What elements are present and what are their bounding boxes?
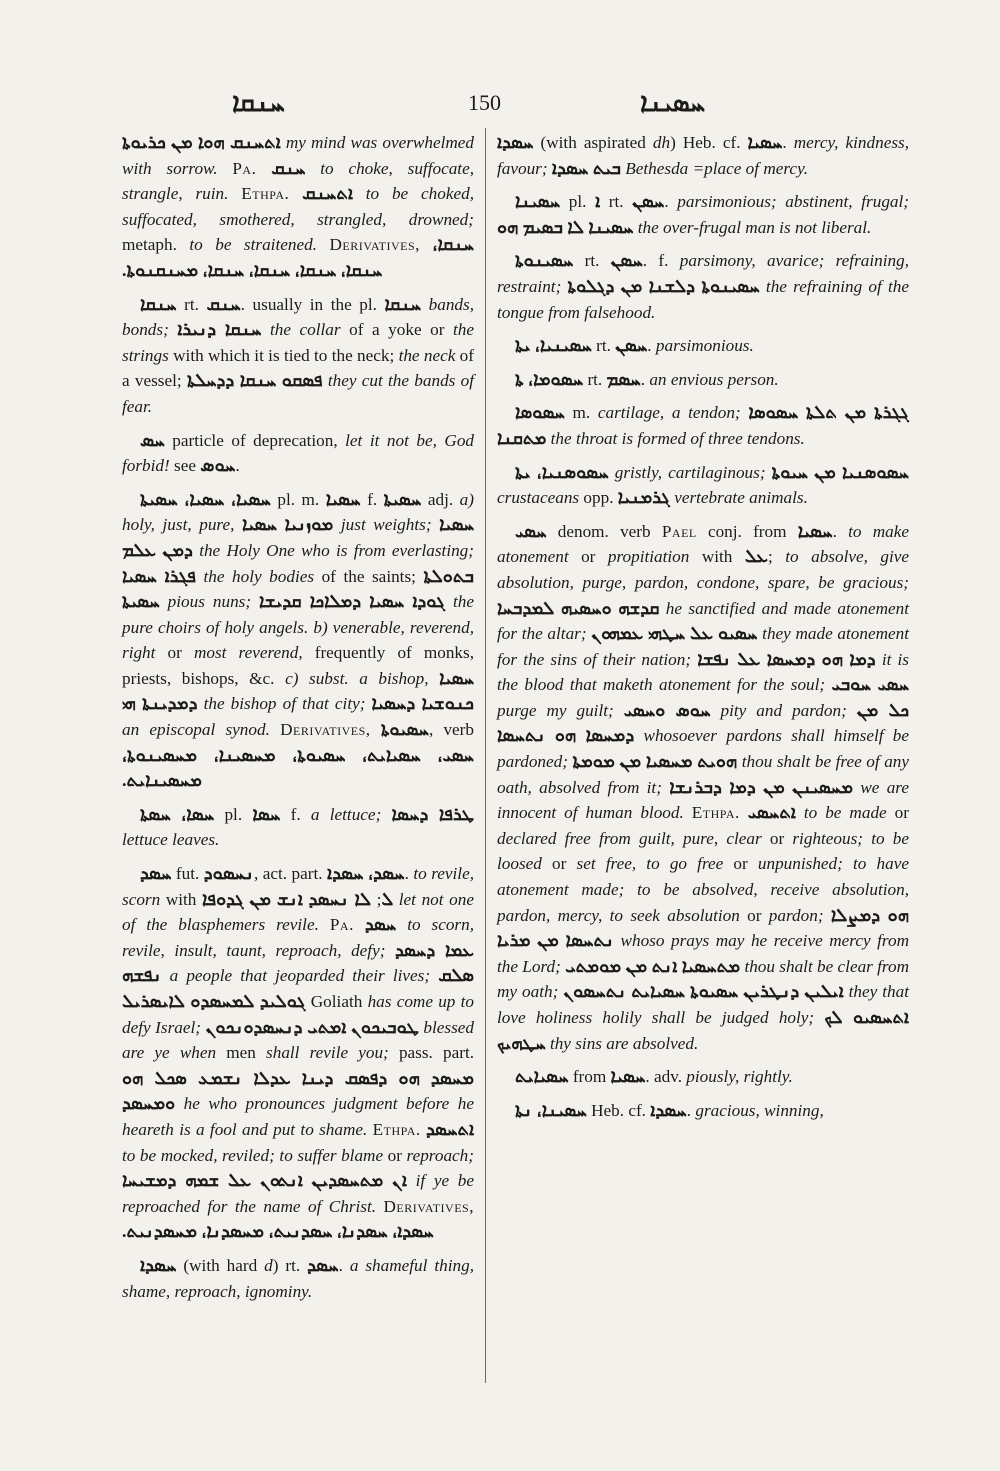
entry-text: , verb [428,720,474,740]
gloss-italic: just weights; [333,515,440,535]
syriac-word: ܚܣܝܐ [797,520,833,541]
entry-text: ) rt. [272,1255,308,1275]
dictionary-entry [497,1064,909,1090]
entry-text: men [216,1043,267,1063]
gloss-italic: blessed are ye when [122,1017,475,1063]
syriac-word: ܢܚܣܘܕ [203,863,254,884]
gloss-italic: parsimonious; abstinent, frugal; [677,192,910,212]
syriac-word: ܚܣܕ [364,914,397,935]
entry-text [740,803,748,822]
gloss-italic: thou shalt be free of any oath, absolved from it; [497,752,910,797]
syriac-word: ܚܣܕ [307,1254,339,1275]
entry-text: Goliath [305,992,368,1011]
entry-text: . [640,369,650,389]
dictionary-entry [122,487,474,794]
entry-text: of the saints; [314,566,424,586]
syriac-word: ܡܘܙܢܝܐ ܚܣܝܐ [242,514,334,535]
entry-text: with which it is tied to the neck; [168,345,399,365]
gloss-italic: the refraining of the tongue from falsehood. [497,276,909,322]
syriac-word: ܡܚܣܝܢܢ ܡܢ ܕܡܐ ܕܒܪܢܫܐ [669,776,854,797]
entry-text: ) Heb. cf. [670,133,748,152]
entry-text: fut. [171,864,204,884]
syriac-word: ܚܣܐ، ܚܣܬܐ [140,803,215,824]
gloss-italic: whosoever pardons shall himself be pardoned; [497,726,909,772]
entry-text [420,235,432,254]
entry-text: particle of deprecation, [164,430,346,450]
gloss-italic: the collar [261,320,341,340]
entry-text [289,184,302,203]
entry-text [354,915,365,934]
syriac-word: ܐܬܚܣܝ [747,802,796,823]
gloss-italic: declared free from guilt, pure, clear [497,828,762,848]
entry-text: (with hard [176,1255,265,1275]
gloss-italic: if ye be reproached for the name of Christ. [122,1171,474,1216]
syriac-word: ܩܕܫܗ ܘܚܣܝܗ ܠܡܕܒܚܐ [497,597,660,618]
dictionary-entry [497,519,909,1056]
gloss-italic: to be mocked, reviled; to suffer blame [122,1145,384,1165]
entry-text: pl. m. [270,489,326,509]
entry-text [256,159,271,178]
dictionary-entry [497,333,909,359]
syriac-word: ܓܘܕܐ ܚܣܝܐ ܕܡܠܐܟܐ ܩܕܝܫܐ [259,591,446,612]
page-number: 150 [468,90,501,115]
gloss-italic: cartilage, a tendon; [597,403,749,423]
entry-text: rt. [600,192,633,212]
gloss-italic: let not one of the blasphemers revile. [122,889,474,935]
gloss-italic: mercy, kindness, favour; [497,133,909,178]
syriac-word: ܛܘܒܝܟܘܢ ܐܡܬܝ ܕܢܚܣܕܘܢܟܘܢ [205,1016,419,1037]
syriac-word: ܡܚܣܕ [430,1067,474,1088]
entry-text: with [689,547,745,567]
syriac-word: ܚܣܢ [610,250,643,271]
gloss-italic: to choke, suffocate, strangle, ruin. [122,158,474,204]
gloss-italic: a people that jeoparded their lives; [161,966,439,986]
entry-text: ; [768,547,786,567]
entry-text: . [235,456,240,476]
grammar-label: Ethpa. [241,184,290,204]
gloss-italic: thou shalt be clear from my oath; [497,956,909,1002]
gloss-italic: to scorn, revile, insult, taunt, reproach, defy; [122,915,475,960]
column-divider [485,128,486,1383]
syriac-word: ܚܣܕ، ܚܣܕܐ [327,863,405,884]
entry-text: . usually in the pl. [240,294,385,314]
syriac-word: ܓܪܡܢܝܐ [617,487,670,508]
grammar-label: Pa. [329,915,354,935]
gloss-italic: to absolve, give absolution, purge, pardon, condone, spare, be gracious; [497,547,910,592]
syriac-word: ܚܣܝܐ، ܚܣܝܐ، ܚܣܝܬܐ [140,488,271,509]
gloss-italic: to be made [795,803,887,823]
syriac-word: ܚܢܩܐ [140,293,177,314]
gloss-italic: most reverend, [193,643,303,663]
syriac-word: ܚܣܝܘ ܥܠ ܚܛܗܝ ܥܡܗܘܢ [591,623,758,644]
grammar-label: Derivatives, [280,720,371,740]
gloss-italic: an episcopal synod. [122,720,281,740]
syriac-word: ܚܣܝ ܚܘܒܝ [831,674,910,695]
syriac-word: ܒܝܬ ܚܣܕܐ [551,157,621,178]
gloss-italic: they made atonement for the sins of their nation; [497,624,909,669]
gloss-italic: propitiation [607,547,690,567]
syriac-word: ܓܓܪܬܐ ܡܢ ܬܠܬܐ ܚܣܘܣܐ ܡܬܩܢܐ [497,402,909,448]
gloss-italic: gristly, cartilaginous; [608,462,772,482]
gloss-italic: crustaceans [497,488,580,508]
gloss-italic: to be choked, suffocated, smothered, strangled, drowned; [122,184,475,229]
entry-text: pl. [214,804,253,824]
gloss-italic: gracious, winning, [695,1100,824,1120]
syriac-word: ܚܣ [140,429,165,450]
syriac-word: ܚܢܩ [206,293,241,314]
entry-text: conj. from [696,521,798,541]
gloss-italic: the pure choirs of holy angels. b) venerable, reverend, right [122,592,474,663]
gloss-italic: let it not be, God forbid! [122,430,475,476]
gloss-italic: a lettuce; [310,804,392,824]
gloss-italic: unpunished; to have atonement made; to be absolved, receive absolution, pardon, mercy, to seek absolution [497,854,909,925]
gloss-italic: dh [652,133,671,152]
syriac-word: ܦܓܪܐ ܚܣܝܐ [122,565,196,586]
grammar-label: Ethpa. [372,1119,421,1139]
gloss-italic: to be straitened. [189,235,330,255]
syriac-word: ܚܢܩܐ ܕܢܝܪܐ [177,319,262,340]
syriac-word: ܒܬܘܠܬܐ ܚܣܝܬܐ [122,565,474,612]
gloss-italic: to make atonement [497,521,909,567]
entry-text: rt. [591,336,616,356]
grammar-label: Derivatives, [329,235,420,255]
syriac-word: ܚܣܝܐܝܬ [515,1066,569,1087]
syriac-word: ܚܣܝܢܐ [515,191,561,212]
syriac-word: ܚܘܣ ܘܚܣܝ [623,699,711,720]
grammar-label: Pa. [232,158,257,178]
syriac-word: ܛܪܦܐ ܕܚܣܐ [391,803,474,824]
syriac-word: ܚܣܝܢܘܬܐ ܕܠܫܢܐ ܡܢ ܕܓܠܘܬܐ [567,275,760,296]
syriac-word: ܚܣܕܐ [140,1254,177,1275]
entry-text: pass. part. [388,1043,475,1063]
gloss-italic: the holy bodies [195,566,315,586]
syriac-word: ܚܣܕ [140,863,172,884]
syriac-word: ܚܣܐ [252,803,281,824]
syriac-word: ܚܣܘܣܢܝܐ ܡܢ ܚܝܘܬܐ [771,461,909,482]
syriac-word: ܕܡܐ ܗܘ ܕܡܚܣܐ ܥܠ ܢܦܫܐ [697,648,876,669]
syriac-word: ܦܣܩܘ ܚܢܩܐ ܕܕܚܠܬܐ [186,370,323,391]
entry-text: of a vessel; [122,345,474,391]
left-column [122,130,474,1312]
gloss-italic: he sanctified and made atonement for the altar; [497,598,909,644]
entry-text: (with aspirated [533,133,653,152]
syriac-word: ܥܠ [744,546,769,567]
gloss-italic: the throat is formed of three tendons. [546,428,805,448]
gloss-italic: lettuce leaves. [122,830,220,850]
dictionary-entry [122,861,474,1245]
entry-text: frequently of monks, priests, bishops, &c. [122,643,474,688]
syriac-word: ܐܬܚܢܩ [302,183,353,204]
gloss-italic: it is the blood that maketh atonement for the soul; [497,649,909,695]
right-column [497,130,909,1131]
gloss-italic: the Holy One who is from everlasting; [192,540,474,560]
gloss-italic: d [264,1255,273,1275]
dictionary-entry [497,189,909,240]
gloss-italic: has come up to defy Israel; [122,992,474,1037]
syriac-word: ܚܣܝܐ [747,132,783,152]
syriac-word: ܐܝܠܝܢ ܕܢܛܪܝܢ ܚܣܝܘܬܐ ܚܣܝܐܝܬ ܢܬܚܣܘܢ [563,981,844,1002]
syriac-word: ܚܣܘܣܢܝܐ، ܝܬܐ [515,461,609,482]
grammar-label: Pael [661,521,697,541]
gloss-italic: pity and pardon; [710,700,857,720]
entry-text: adj. [421,489,460,509]
syriac-word: ܠ [381,888,394,909]
gloss-italic: reproach; [406,1145,474,1165]
entry-text: rt. [583,369,607,389]
dictionary-entry [122,802,474,853]
syriac-word: ܗܘ ܕܦܣܩ ܕܝܢܐ ܥܕܠܐ ܢܫܡܥ ܣܟܠ ܗܘ ܘܡܚܣܕ [122,1067,420,1114]
grammar-label: Ethpa. [691,803,740,823]
syriac-word: ܐܬܚܣܝܘ ܠܟ ܚܛܗܝܟ [497,1007,909,1053]
syriac-word: ܐܬܚܢܩ ܗܘܐ ܡܢ ܟܪܝܘܬܐ [122,132,281,152]
entry-text: of a yoke or [340,320,453,340]
syriac-word: ܐܢ ܡܬܚܣܕܝܢ ܐܢܬܘܢ ܥܠ ܫܡܗ ܕܡܫܝܚܐ [122,1170,407,1191]
dictionary-entry [122,130,474,284]
gloss-italic: pardon; [768,905,831,925]
gloss-italic: righteous; to be loosed [497,828,909,874]
gloss-italic: a) holy, just, pure, [122,489,474,535]
syriac-word: ܚܣܝܘܬܐ [380,719,429,740]
right-running-headword: ܚܣܝܢܐ [640,88,706,117]
entry-text [371,720,381,739]
entry-text: rt. [573,251,611,271]
gloss-italic: to revile, scorn [122,864,474,909]
syriac-word: ܚܣܢ [632,191,665,212]
syriac-word: ܚܣܝܬܐ [383,488,422,509]
entry-text: f. [280,804,311,824]
dictionary-entry [497,1098,909,1124]
syriac-word: ܗܘܝܬ ܡܚܣܝܐ ܡܢ ܡܘܡܬܐ [572,751,738,772]
entry-text: pl. [560,192,596,212]
syriac-word: ܚܣܕܐ، ܚܣܕܢܐ، ܚܣܕܢܝܬ، ܡܚܣܕܢܐ، ܡܚܣܕܢܝܬ. [122,1221,434,1242]
gloss-italic: the strings [122,320,474,365]
gloss-italic: bands, bonds; [122,294,474,340]
syriac-word: ܚܢܩܐ، ܚܢܩܐ، ܚܢܩܐ، ܚܢܩܐ، ܚܢܩܐ، ܡܚܢܩܢܘܬܐ. [122,234,474,280]
entry-text: . [647,336,656,356]
syriac-word: ܚܢܩ [271,157,306,178]
syriac-word: ܚܘܣ [200,455,236,476]
syriac-word: ܚܣܝܢܝܐ، ܝܬܐ [515,335,592,356]
entry-text [420,1069,431,1088]
syriac-word: ܚܣܕܐ [497,132,534,152]
syriac-word: ܚܣܝ [515,520,547,541]
entry-text: . [664,192,678,212]
entry-text: or [383,1145,407,1165]
entry-text: . [338,1255,350,1275]
syriac-word: ܚܣܡ [606,368,641,389]
syriac-word: ܚܣܕܐ [650,1099,687,1120]
entry-text: , act. part. [253,864,328,884]
gloss-italic: they that love holiness holily shall be judged holy; [497,982,909,1027]
syriac-word: ܥܡܐ ܕܚܣܕ ܢܦܫܗ [122,939,474,986]
gloss-italic: parsimonious. [655,336,754,356]
entry-text: rt. [176,294,207,314]
gloss-italic: an envious person. [649,369,779,389]
entry-text: or [155,643,194,663]
entry-text: . adv. [645,1067,687,1087]
syriac-word: ܐ [595,191,601,212]
gloss-italic: parsimony, avarice; refraining, restraint; [497,251,909,296]
syriac-word: ܚܣܝܐ ܕܡܕܝܢܬܐ ܗܝ [122,667,475,714]
syriac-word: ܚܣܢ [615,335,648,356]
entry-text: or [541,854,577,874]
syriac-word: ܗܘ ܕܡܨܠܐ ܢܬܚܣܐ ܡܢ ܡܪܝܐ [497,904,909,951]
syriac-word: ܚܣܝܢܐ، ܢܬܐ [515,1099,587,1120]
entry-text: or [886,803,909,823]
entry-text: f. [360,489,384,509]
dictionary-entry [497,130,909,181]
syriac-word: ܚܣܝܐ [610,1066,646,1087]
entry-text: . [404,864,414,884]
syriac-word: ܚܣܝܢܐ ܠܐ ܒܣܝܡ ܗܘ [497,216,634,237]
syriac-word: ܚܣܝܢܘܬܐ [515,250,574,271]
entry-text: or [739,905,769,925]
grammar-label: Derivatives, [383,1196,474,1216]
running-header [0,88,1000,118]
gloss-italic: piously, rightly. [686,1067,793,1087]
entry-text: m. [564,403,598,423]
entry-text: . [686,1100,696,1120]
syriac-word: ܚܣܝ، ܚܣܝܐܝܬ، ܚܣܝܘܬܐ، ܡܚܣܝܢܐ، ܡܚܣܝܢܘܬܐ، ܡܚܣܝܢܐܝܬ. [122,744,474,791]
entry-text: . [782,133,794,152]
syriac-word: ܠܐ ܢܚܣܕ ܐܢܫ ܡܢ ܓܕܘܦܐ [202,888,372,909]
dictionary-entry [122,292,474,420]
entry-text: or [568,547,608,567]
entry-text: or [761,828,793,848]
gloss-italic: pious nuns; [159,592,260,612]
gloss-italic: vertebrate animals. [669,488,808,508]
entry-text: from [568,1067,611,1087]
left-running-headword: ܚܢܩܐ [232,88,285,117]
entry-text: ; [371,889,382,909]
gloss-italic: the neck [398,345,456,365]
gloss-italic: thy sins are absolved. [545,1033,699,1053]
gloss-italic: set free, to go free [576,854,724,874]
syriac-word: ܚܣܘܡܐ، ܬܐ [515,368,584,389]
entry-text: . f. [642,251,680,271]
entry-text: . [832,521,849,541]
syriac-word: ܟܢܘܫܝܐ ܕܚܣܝܐ [371,693,474,714]
entry-text: Heb. cf. [586,1100,651,1120]
gloss-italic: c) subst. a bishop, [285,668,440,688]
entry-text: with [160,889,203,909]
gloss-italic: he who pronounces judgment before he heareth is a fool and put to shame. [122,1094,474,1139]
entry-text: see [169,456,201,476]
entry-text: opp. [579,488,618,508]
dictionary-entry [497,248,909,325]
dictionary-entry [497,400,909,451]
gloss-italic: whoso prays may he receive mercy from the Lord; [497,931,909,976]
dictionary-entry [497,460,909,511]
syriac-word: ܐܬܚܣܕ [426,1118,474,1139]
dictionary-entry [122,428,474,479]
gloss-italic: my mind was overwhelmed with sorrow. [122,133,474,178]
syriac-word: ܡܬܚܣܝܐ ܐܢܬ ܡܢ ܡܘܡܬܝ [565,955,741,976]
gloss-italic: they cut the bands of fear. [122,371,474,416]
entry-text: or [723,854,758,874]
syriac-word: ܚܣܝܐ [325,488,361,509]
entry-text: denom. verb [546,521,662,541]
syriac-word: ܚܢܩܐ [384,293,422,314]
syriac-word: ܚܣܘܣܐ [515,402,565,423]
syriac-word: ܣܠܩ ܓܘܠܝܕ ܠܡܚܣܕܘ ܠܐܝܣܪܝܠ [122,965,474,1011]
gloss-italic: we are innocent of human blood. [497,777,909,823]
gloss-italic: the over-frugal man is not liberal. [633,217,872,237]
dictionary-entry [122,1253,474,1304]
entry-text: metaph. [122,235,190,255]
syriac-word: ܟܠ ܡܢ ܕܡܚܣܐ ܗܘ ܢܬܚܣܐ [497,699,910,746]
gloss-italic: shall revile you; [266,1043,389,1063]
gloss-italic: the bishop of that city; [197,694,372,714]
dictionary-entry [497,367,909,393]
gloss-italic: a shameful thing, shame, reproach, ignominy. [122,1255,474,1301]
gloss-italic: Bethesda =place of mercy. [620,158,809,178]
gloss-italic: purge my guilt; [497,700,624,720]
syriac-word: ܚܣܝܐ ܕܡܢ ܥܠܡ [122,514,475,560]
